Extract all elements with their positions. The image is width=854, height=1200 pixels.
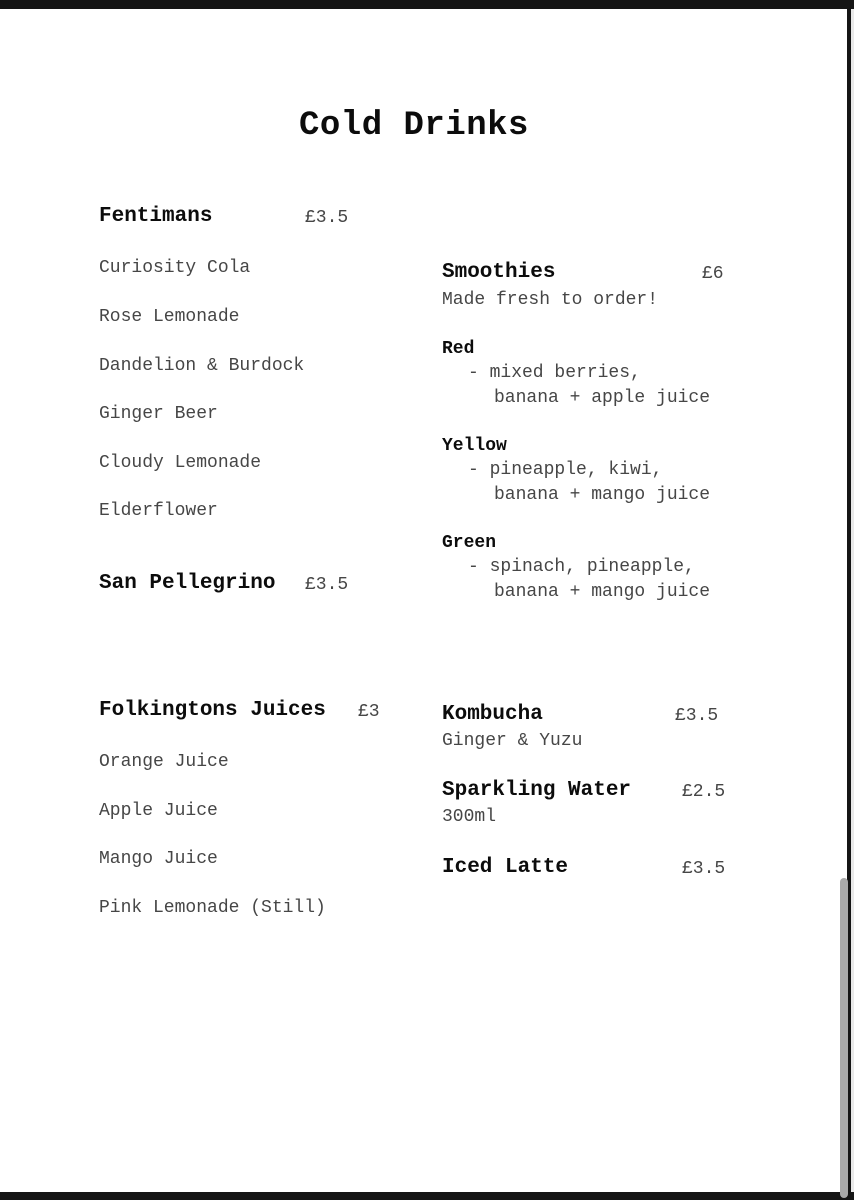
section-note-sparkling-water: 300ml [442,807,497,827]
section-price-fentimans: £3.5 [305,208,349,228]
menu-item: Elderflower [99,501,218,521]
section-heading-folkingtons: Folkingtons Juices [99,699,326,722]
section-note-smoothies: Made fresh to order! [442,290,659,310]
smoothie-ingredients-line: banana + apple juice [494,388,711,408]
section-price-folkingtons: £3 [358,702,380,722]
smoothie-ingredients-line: - mixed berries, [468,363,641,383]
menu-item: Apple Juice [99,801,218,821]
smoothie-variant-name: Green [442,533,497,553]
menu-item: Cloudy Lemonade [99,453,262,473]
menu-item: Dandelion & Burdock [99,356,305,376]
window-top-edge [0,0,854,9]
section-price-iced-latte: £3.5 [682,859,726,879]
menu-item: Rose Lemonade [99,307,240,327]
section-heading-fentimans: Fentimans [99,205,213,228]
smoothie-ingredients-line: banana + mango juice [494,582,711,602]
section-heading-iced-latte: Iced Latte [442,856,569,879]
smoothie-variant-name: Red [442,339,475,359]
section-price-sparkling-water: £2.5 [682,782,726,802]
section-price-kombucha: £3.5 [675,706,719,726]
smoothie-ingredients-line: banana + mango juice [494,485,711,505]
page-title: Cold Drinks [299,107,529,145]
section-price-smoothies: £6 [702,264,724,284]
smoothie-ingredients-line: - spinach, pineapple, [468,557,695,577]
scrollbar-thumb[interactable] [840,878,848,1198]
menu-item: Mango Juice [99,849,218,869]
section-note-kombucha: Ginger & Yuzu [442,731,583,751]
section-price-san-pellegrino: £3.5 [305,575,349,595]
menu-item: Pink Lemonade (Still) [99,898,326,918]
menu-item: Ginger Beer [99,404,218,424]
menu-item: Orange Juice [99,752,229,772]
smoothie-ingredients-line: - pineapple, kiwi, [468,460,663,480]
window-bottom-edge [0,1192,854,1200]
menu-item: Curiosity Cola [99,258,251,278]
section-heading-kombucha: Kombucha [442,703,543,726]
section-heading-sparkling-water: Sparkling Water [442,779,632,802]
section-heading-smoothies: Smoothies [442,261,556,284]
smoothie-variant-name: Yellow [442,436,507,456]
section-heading-san-pellegrino: San Pellegrino [99,572,276,595]
